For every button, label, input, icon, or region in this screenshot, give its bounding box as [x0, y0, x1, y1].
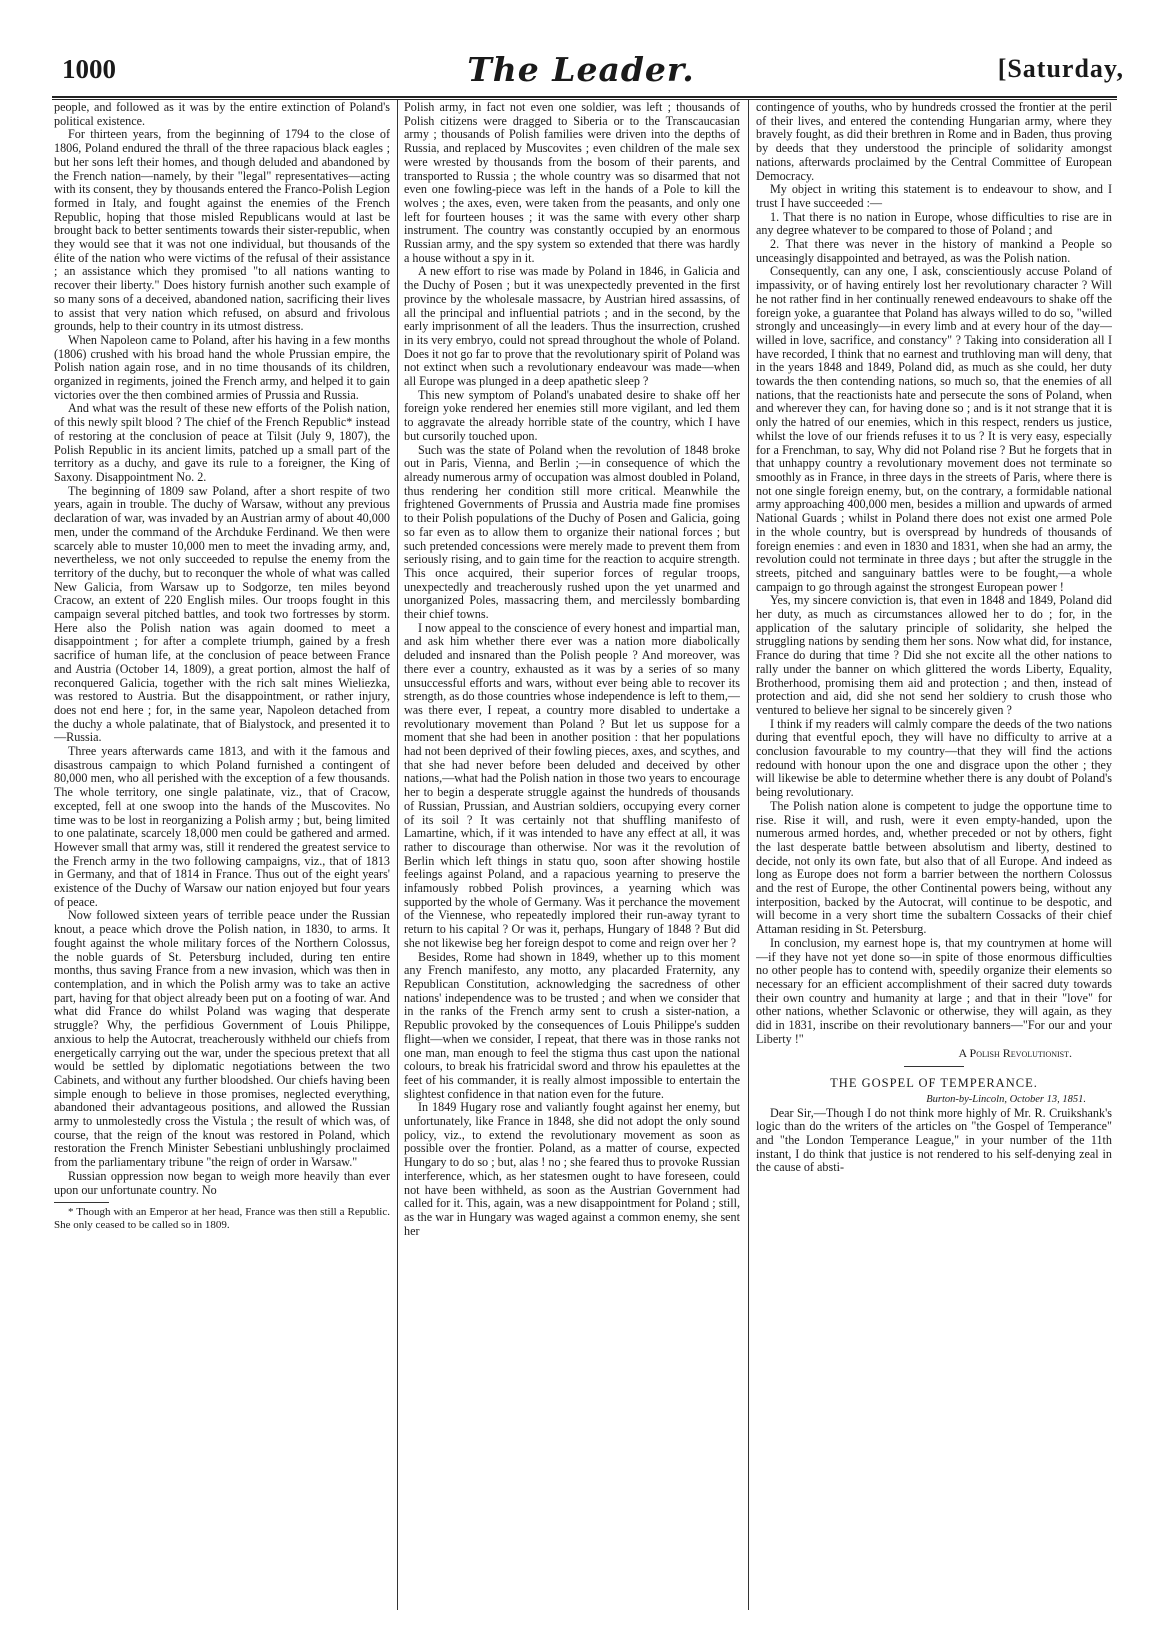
paragraph: people, and followed as it was by the entire extinction of Poland's political existence. [54, 101, 390, 128]
header-rule [52, 96, 1117, 98]
paragraph: Consequently, can any one, I ask, conscientiously accuse Poland of impassivity, or of having entirely lost her revolutionary character ? Will he not rather find in her continually renewed endeavours to shake off the foreign yoke, a guarantee that Poland has always willed to do so, "willed strongly and unceasingly—in every limb and at every hour of the day—willed in love, sacrifice, and constancy" ? Taking into consideration all I have recorded, I think that no earnest and truthloving man will deny, that in the years 1848 and 1849, Poland did, as much as she could, her duty towards the then contending nations, so much so, that the enemies of all nations, that the reactionists hate and persecute the sons of Poland, when and wherever they can, for having done so ; and is it not strange that it is only the hatred of our enemies, which in this respect, renders us justice, whilst the love of our friends refuses it to us ? It is very easy, especially for a Frenchman, to say, Why did not Poland rise ? But he forgets that in that unhappy country a revolutionary movement does not terminate so smoothly as in France, in three days in the streets of Paris, where there is not one single foreign enemy, but, on the contrary, a formidable national army approaching 400,000 men, besides a million and upwards of armed National Guards ; whilst in Poland there does not exist one armed Pole in the whole country, but is overspread by hundreds of thousands of foreign enemies : and even in 1830 and 1831, when she had an army, the revolution could not terminate in three days ; but after the struggle in the streets, pitched and sanguinary battles were to be fought,—a whole campaign to go through against the strongest European power ! [756, 264, 1112, 594]
section-rule [904, 1066, 964, 1067]
column-3 [756, 101, 1112, 1611]
paragraph: contingence of youths, who by hundreds crossed the frontier at the peril of their lives, and entered the contending Hungarian army, where they bravely fought, as did their brethren in Rome and in Baden, thus proving by deeds that they understood the principle of solidarity amongst nations, afterwards proclaimed by the Central Committee of European Democracy. [756, 101, 1112, 183]
footnote-rule [54, 1202, 109, 1203]
signature: A Polish Revolutionist. [958, 1045, 1072, 1060]
paragraph: The beginning of 1809 saw Poland, after a short respite of two years, again in trouble. The duchy of Warsaw, without any previous declaration of war, was invaded by an Austrian army of about 40,000 men, under the command of the Archduke Ferdinand. We then were scarcely able to muster 10,000 men to meet the invading army, and, nevertheless, we not only succeeded to repulse the enemy from the territory of the duchy, but to reconquer the whole of what was called New Galicia, from Warsaw up to Sodgorze, ten miles beyond Cracow, an extent of 220 English miles. Our troops fought in this campaign several pitched battles, and took two fortresses by storm. Here also the Polish nation was again doomed to meet a disappointment ; for after a complete triumph, gained by a fresh sacrifice of human life, at the conclusion of peace between France and Austria (October 14, 1809), a great portion, almost the half of reconquered Galicia, together with the rich salt mines Wieliezka, was restored to Austria. But the disappointment, or rather injury, does not end here ; for, in the same year, Napoleon detached from the duchy a whole palatinate, that of Bialystock, and presented it to—Russia. [54, 483, 390, 745]
paragraph: In conclusion, my earnest hope is, that my countrymen at home will—if they have not yet done so—in spite of those enormous difficulties no other people has to contend with, speedily organize their elements so necessary for an efficient accomplishment of their sacred duty towards their own country and humanity at large ; and that in their "love" for other nations, whether Sclavonic or otherwise, they will again, as they did in 1831, inscribe on their revolutionary banners—"For our and your Liberty !" [756, 935, 1112, 1046]
paragraph: In 1849 Hugary rose and valiantly fought against her enemy, but unfortunately, like France in 1848, she did not adopt the only sound policy, viz., to extend the revolutionary movement as soon as possible over the frontier. Poland, as a matter of course, expected Hungary to do so ; but, alas ! no ; she feared thus to provoke Russian interference, which, as her statesmen ought to have foreseen, could not have been withheld, as soon as the Austrian Government had called for it. This, again, was a new disappointment for Poland ; still, as the war in Hungary was waged against a common enemy, she sent her [404, 1100, 740, 1238]
paragraph: I now appeal to the conscience of every honest and impartial man, and ask him whether there ever was a nation more diabolically deluded and insnared than the Polish people ? And moreover, was there ever a country, exhausted as it was by a series of so many unsuccessful efforts and wars, without ever being able to recover its strength, as do those countries whose independence is left to them,—was there ever, I repeat, a country more disabled to undertake a revolutionary movement than Poland ? But let us suppose for a moment that she had been in another position : that her populations had not been deprived of their fowling pieces, axes, and scythes, and that she had never before been deluded and deceived by other nations,—what had the Polish nation in those two years to encourage her to begin a desperate struggle against the hundreds of thousands of Russian, Prussian, and Austrian soldiers, occupying every corner of its soil ? It was certainly not that shuffling manifesto of Lamartine, which, if it was intended to have any effect at all, it was rather to discourage than otherwise. Nor was it the revolution of Berlin which left things in statu quo, soon after showing hostile feelings against Poland, and a rapacious yearning to preserve the infamously robbed Polish provinces, a yearning which was supported by the whole of Germany. Was it perchance the movement of the Viennese, who repeatedly implored their run-away tyrant to return to his capital ? Or was it, perhaps, Hungary of 1848 ? But did she not likewise beg her foreign despot to come and reign over her ? [404, 620, 740, 950]
page-header [0, 50, 1162, 94]
masthead-title: The Leader. [467, 50, 695, 89]
letter-paragraph: Dear Sir,—Though I do not think more highly of Mr. R. Cruikshank's logic than do the writers of the articles on "the Gospel of Temperance" and "the London Temperance League," in your number of the 11th instant, I do think that justice is not rendered to his self-denying zeal in the cause of absti- [756, 1105, 1112, 1175]
header-rule-thin [52, 99, 1117, 100]
column-divider [397, 100, 398, 1610]
paragraph: Now followed sixteen years of terrible peace under the Russian knout, a peace which drove the Polish nation, in 1830, to arms. It fought against the whole military forces of the Northern Colossus, the noble guards of St. Petersburg included, during ten entire months, thus saving France from a new invasion, which was then in contemplation, and in which the Polish army was to take an active part, having for that object already been put on a footing of war. And what did France do whilst Poland was waging that desperate struggle? Why, the perfidious Government of Louis Philippe, anxious to help the Autocrat, treacherously withheld our chiefs from energetically carrying out the war, under the specious pretext that all would be settled by diplomatic negotiations between the two Cabinets, and without any further bloodshed. Our chiefs having been simple enough to believe in those promises, neglected everything, abandoned their advantageous positions, and allowed the Russian army to unmolestedly cross the Vistula ; the result of which was, of course, that the reign of the knout was restored in Poland, which restoration the French Minister Sebestiani unblushingly proclaimed from the parliamentary tribune "the reign of order in Warsaw." [54, 908, 390, 1170]
paragraph: Besides, Rome had shown in 1849, whether up to this moment any French manifesto, any motto, any placarded Fraternity, any Republican Constitution, acknowledging the sacredness of other nations' independence was to be trusted ; and when we consider that in the ranks of the French army sent to crush a sister-nation, a Republic provoked by the consequences of Louis Philippe's sudden flight—when we consider, I repeat, that there was in those ranks not one man, man enough to feel the stigma thus cast upon the national colours, to break his fratricidal sword and throw his epaulettes at the feet of his commander, it is really almost impossible to entertain the slightest confidence in that nation even for the future. [404, 949, 740, 1101]
paragraph: This new symptom of Poland's unabated desire to shake off her foreign yoke rendered her enemies still more vigilant, and led them to aggravate the already horrible state of the country, which I have but cursorily touched upon. [404, 387, 740, 443]
paragraph: Polish army, in fact not even one soldier, was left ; thousands of Polish citizens were dragged to Siberia or to the Transcaucasian army ; thousands of Polish families were driven into the depths of Russia, and replaced by Muscovites ; even children of the male sex were wrested by thousands from the bosom of their parents, and transported to Russia ; the whole country was so disarmed that not even one fowling-piece was left in the hands of a Pole to kill the wolves ; the axes, even, were taken from the peasants, and only one left for fourteen houses ; it was the same with every other sharp instrument. The country was constantly occupied by an enormous Russian army, and the spy system so extended that there was hardly a house without a spy in it. [404, 101, 740, 265]
footnote: * Though with an Emperor at her head, France was then still a Republic. She only ceased to be called so in 1809. [54, 1206, 390, 1231]
paragraph: For thirteen years, from the beginning of 1794 to the close of 1806, Poland endured the thrall of the three rapacious black eagles ; but her sons left their homes, and though deluded and abandoned by the French nation—namely, by their "legal" representatives—acting with its consent, they by thousands entered the Franco-Polish Legion formed in Italy, and fought against the enemies of the French Republic, hoping that those misled Republicans would at last be brought back to better sentiments towards their sister-republic, when they would see that it was not one individual, but thousands of the élite of the nation who were victims of the refusal of their assistance ; an assistance which they promised "to all nations wanting to recover their liberty." Does history furnish another such example of so many sons of a deceived, abandoned nation, sacrificing their lives to assist that very nation which refused, on absurd and frivolous grounds, help to their country in its utmost distress. [54, 127, 390, 334]
paragraph: 2. That there was never in the history of mankind a People so unceasingly disappointed and betrayed, as was the Polish nation. [756, 237, 1112, 265]
paragraph: When Napoleon came to Poland, after his having in a few months (1806) crushed with his broad hand the whole Prussian empire, the Polish nation again rose, and in no time thousands of its children, organized in regiments, joined the French army, and helped it to gain victories over the then combined armies of Prussia and Russia. [54, 332, 390, 402]
column-divider [748, 100, 749, 1610]
column-2 [404, 101, 740, 1611]
paragraph: The Polish nation alone is competent to judge the opportune time to rise. Rise it will, and rush, were it even empty-handed, upon the numerous armed hordes, and, whether preceded or not by others, fight the last desperate battle between absolutism and liberty, destined to decide, not only its own fate, but also that of all Europe. And indeed as long as Europe does not form a barrier between the northern Colossus and the rest of Europe, the other Continental powers being, without any interposition, backed by the Autocrat, will continue to be despotic, and will become in a very short time the subaltern Cossacks of their chief Attaman residing in St. Petersburg. [756, 798, 1112, 937]
paragraph: Three years afterwards came 1813, and with it the famous and disastrous campaign to which Poland furnished a contingent of 80,000 men, who all perished with the exception of a few thousands. The whole territory, one single palatinate, viz., that of Cracow, excepted, fell at one swoop into the hands of the Muscovites. No time was to be lost in reorganizing a Polish army ; but, being limited to one palatinate, scarcely 18,000 men could be gathered and armed. However small that army was, still it rendered the greatest service to the French army in the two following campaigns, viz., that of 1813 in Germany, and that of 1814 in France. Thus out of the eight years' existence of the Duchy of Warsaw our nation enjoyed but four years of peace. [54, 744, 390, 909]
issue-day: [Saturday, [997, 54, 1124, 83]
paragraph: Russian oppression now began to weigh more heavily than ever upon our unfortunate country. No [54, 1168, 390, 1197]
page-number: 1000 [62, 54, 116, 84]
column-1 [54, 101, 390, 1611]
paragraph: I think if my readers will calmly compare the deeds of the two nations during that eventful epoch, they will have no difficulty to arrive at a conclusion favourable to my country—that they will find the actions redound with honour upon the one and disgrace upon the other ; they will likewise be able to determine whether there is any doubt of Poland's being revolutionary. [756, 716, 1112, 800]
paragraph: Yes, my sincere conviction is, that even in 1848 and 1849, Poland did her duty, as much as circumstances allowed her to do ; for, in the application of the salutary principle of solidarity, she helped the struggling nations by sending them her sons. Now what did, for instance, France do during that time ? Did she not excite all the other nations to rally under the banner on which glittered the words Liberty, Equality, Brotherhood, promising them aid and protection ; and then, instead of protection and aid, did she not send her soldiery to crush those who ventured to believe her signal to be sincerely given ? [756, 593, 1112, 717]
letter-dateline: Burton-by-Lincoln, October 13, 1851. [926, 1093, 1086, 1105]
paragraph: 1. That there is no nation in Europe, whose difficulties to rise are in any degree whatever to be compared to those of Poland ; and [756, 209, 1112, 238]
section-title: THE GOSPEL OF TEMPERANCE. [830, 1076, 1038, 1091]
paragraph: Such was the state of Poland when the revolution of 1848 broke out in Paris, Vienna, and Berlin ;—in consequence of which the already numerous army of occupation was almost doubled in Poland, thus rendering her condition still more critical. Meanwhile the frightened Governments of Prussia and Austria made fine promises to their Polish populations of the Duchy of Posen and Galicia, going so far even as to allow them to organize their national forces ; but such pretended concessions were merely made to prevent them from seriously rising, and to gain time for the reaction to acquire strength. This once acquired, their superior forces of regular troops, unexpectedly and treacherously rushed upon the yet unarmed and unorganized Poles, massacring them, and mercilessly bombarding their chief towns. [404, 442, 740, 622]
paragraph: And what was the result of these new efforts of the Polish nation, of this newly spilt blood ? The chief of the French Republic* instead of restoring at the conclusion of peace at Tilsit (July 9, 1807), the Polish Republic in its ancient limits, patched up a small part of the territory as a duchy, and gave its rule to a foreigner, the King of Saxony. Disappointment No. 2. [54, 401, 390, 484]
paragraph: My object in writing this statement is to endeavour to show, and I trust I have succeeded :— [756, 182, 1112, 210]
paragraph: A new effort to rise was made by Poland in 1846, in Galicia and the Duchy of Posen ; but it was unexpectedly prevented in the first province by the wholesale massacre, by Austrian hired assassins, of all the principal and influential patriots ; and in the second, by the early imprisonment of all the leaders. Thus the insurrection, crushed in its very embryo, could not spread throughout the whole of Poland. Does it not go far to prove that the revolutionary spirit of Poland was not extinct when such a revolutionary endeavour was made—when all Europe was plunged in a deep apathetic sleep ? [404, 264, 740, 389]
